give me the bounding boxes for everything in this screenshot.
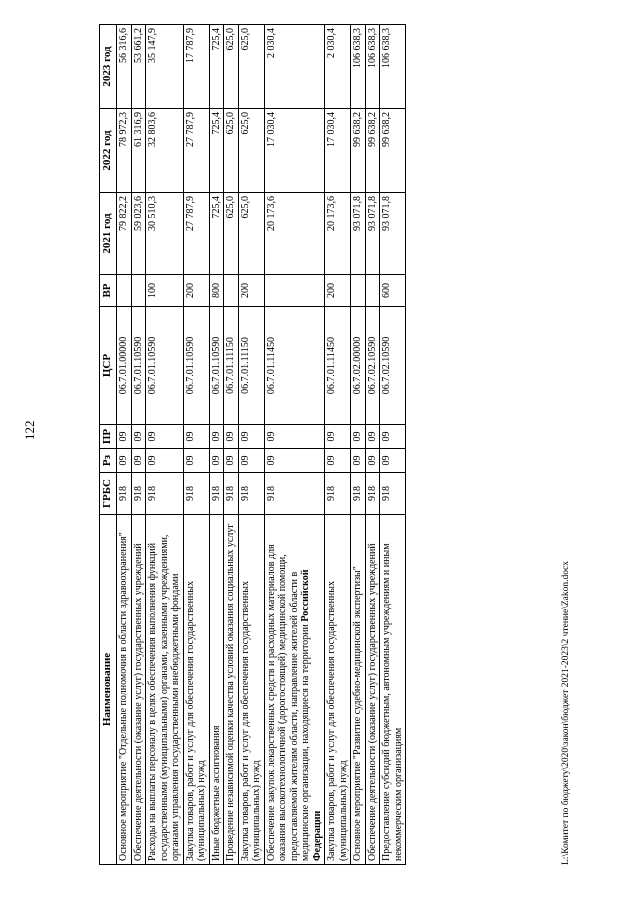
cell-vr — [224, 275, 239, 307]
cell-grbs: 918 — [146, 473, 184, 515]
cell-vr — [351, 275, 366, 307]
cell-2023: 2 030,4 — [325, 25, 351, 109]
cell-pr: 09 — [365, 425, 380, 449]
cell-pr: 09 — [224, 425, 239, 449]
cell-grbs: 918 — [365, 473, 380, 515]
cell-rz: 09 — [224, 449, 239, 473]
cell-2022: 61 316,9 — [131, 109, 146, 193]
cell-rz: 09 — [131, 449, 146, 473]
cell-csr: 06.7.01.10590 — [131, 307, 146, 425]
cell-pr: 09 — [325, 425, 351, 449]
cell-name: Закупка товаров, работ и услуг для обеспечения государственных (муниципальных) нужд — [325, 515, 351, 865]
cell-2023: 56 316,6 — [117, 25, 132, 109]
cell-vr: 200 — [183, 275, 209, 307]
header-2023: 2023 год — [100, 25, 117, 109]
table-row — [117, 25, 132, 865]
cell-rz: 09 — [380, 449, 406, 473]
page-number: 122 — [22, 420, 37, 440]
cell-vr: 600 — [380, 275, 406, 307]
cell-2023: 53 661,2 — [131, 25, 146, 109]
cell-name: Иные бюджетные ассигнования — [209, 515, 224, 865]
cell-name: Проведение независимой оценки качества условий оказания социальных услуг — [224, 515, 239, 865]
cell-name: Обеспечение деятельности (оказание услуг) государственных учреждений — [131, 515, 146, 865]
cell-name: Обеспечение деятельности (оказание услуг) государственных учреждений — [365, 515, 380, 865]
cell-csr: 06.7.01.11150 — [238, 307, 264, 425]
cell-vr — [131, 275, 146, 307]
cell-csr: 06.7.02.00000 — [351, 307, 366, 425]
cell-rz: 09 — [365, 449, 380, 473]
cell-name: Обеспечение закупок лекарственных средств и расходных материалов для оказания высокотехнологичной (дорогостоящей) медицинской помощи, предоставляемой жителям области, направление жителей области в медицинские организации, находящиеся на территории Российской Федерации — [264, 515, 325, 865]
cell-grbs: 918 — [380, 473, 406, 515]
cell-csr: 06.7.01.10590 — [146, 307, 184, 425]
cell-2023: 106 638,3 — [351, 25, 366, 109]
table-body — [117, 25, 406, 865]
cell-grbs: 918 — [238, 473, 264, 515]
cell-2021: 59 023,6 — [131, 193, 146, 275]
cell-2022: 27 787,9 — [183, 109, 209, 193]
cell-csr: 06.7.01.11450 — [325, 307, 351, 425]
table-row — [224, 25, 239, 865]
file-path-footer: L:\Комитет по бюджету\2020\закон\бюджет 2021-2023\2 чтение\Zakon.docx — [561, 561, 571, 865]
cell-2022: 99 638,2 — [351, 109, 366, 193]
table-row — [183, 25, 209, 865]
cell-pr: 09 — [264, 425, 325, 449]
table-row — [264, 25, 325, 865]
header-grbs: ГРБС — [100, 473, 117, 515]
cell-grbs: 918 — [209, 473, 224, 515]
cell-name: Основное мероприятие "Развитие судебно-медицинской экспертизы" — [351, 515, 366, 865]
cell-vr: 800 — [209, 275, 224, 307]
cell-2022: 99 638,2 — [380, 109, 406, 193]
cell-2021: 20 173,6 — [325, 193, 351, 275]
header-2022: 2022 год — [100, 109, 117, 193]
cell-pr: 09 — [146, 425, 184, 449]
cell-vr — [264, 275, 325, 307]
cell-2021: 625,0 — [238, 193, 264, 275]
cell-rz: 09 — [238, 449, 264, 473]
cell-csr: 06.7.01.11450 — [264, 307, 325, 425]
cell-2022: 32 803,6 — [146, 109, 184, 193]
cell-csr: 06.7.01.11150 — [224, 307, 239, 425]
cell-2023: 106 638,3 — [380, 25, 406, 109]
cell-grbs: 918 — [183, 473, 209, 515]
header-name: Наименование — [100, 515, 117, 865]
cell-name: Закупка товаров, работ и услуг для обеспечения государственных (муниципальных) нужд — [238, 515, 264, 865]
cell-vr: 200 — [325, 275, 351, 307]
cell-rz: 09 — [117, 449, 132, 473]
table-row — [131, 25, 146, 865]
cell-pr: 09 — [183, 425, 209, 449]
header-vr: ВР — [100, 275, 117, 307]
cell-2021: 79 822,2 — [117, 193, 132, 275]
cell-vr: 100 — [146, 275, 184, 307]
cell-2023: 625,0 — [238, 25, 264, 109]
cell-rz: 09 — [209, 449, 224, 473]
cell-vr — [365, 275, 380, 307]
table-row — [209, 25, 224, 865]
cell-csr: 06.7.01.10590 — [209, 307, 224, 425]
cell-2021: 93 071,8 — [380, 193, 406, 275]
cell-2022: 625,0 — [238, 109, 264, 193]
table-row — [325, 25, 351, 865]
table-row — [238, 25, 264, 865]
cell-grbs: 918 — [131, 473, 146, 515]
cell-pr: 09 — [209, 425, 224, 449]
table-header-row — [100, 25, 117, 865]
cell-2021: 30 510,3 — [146, 193, 184, 275]
rotated-sheet — [99, 25, 571, 865]
cell-pr: 09 — [380, 425, 406, 449]
cell-2021: 20 173,6 — [264, 193, 325, 275]
cell-pr: 09 — [351, 425, 366, 449]
cell-2023: 625,0 — [224, 25, 239, 109]
cell-rz: 09 — [325, 449, 351, 473]
cell-name: Закупка товаров, работ и услуг для обеспечения государственных (муниципальных) нужд — [183, 515, 209, 865]
cell-rz: 09 — [183, 449, 209, 473]
cell-2022: 17 030,4 — [264, 109, 325, 193]
emphasis-text: Российской Федерации — [300, 569, 323, 861]
cell-vr: 200 — [238, 275, 264, 307]
header-csr: ЦСР — [100, 307, 117, 425]
cell-pr: 09 — [117, 425, 132, 449]
cell-name: Основное мероприятие "Отдельные полномочия в области здравоохранения" — [117, 515, 132, 865]
table-row — [380, 25, 406, 865]
cell-2023: 106 638,3 — [365, 25, 380, 109]
cell-2021: 27 787,9 — [183, 193, 209, 275]
header-pr: ПР — [100, 425, 117, 449]
cell-2021: 625,0 — [224, 193, 239, 275]
cell-2021: 93 071,8 — [365, 193, 380, 275]
cell-grbs: 918 — [117, 473, 132, 515]
cell-2022: 625,0 — [224, 109, 239, 193]
cell-2023: 17 787,9 — [183, 25, 209, 109]
cell-2023: 2 030,4 — [264, 25, 325, 109]
cell-vr — [117, 275, 132, 307]
table-row — [365, 25, 380, 865]
header-rz: Рз — [100, 449, 117, 473]
cell-2022: 78 972,3 — [117, 109, 132, 193]
cell-grbs: 918 — [264, 473, 325, 515]
cell-rz: 09 — [351, 449, 366, 473]
cell-name: Расходы на выплаты персоналу в целях обеспечения выполнения функций государственными (муниципальными) органами, казенными учреждениями, органами управления государственными внебюджетными фондами — [146, 515, 184, 865]
cell-2021: 725,4 — [209, 193, 224, 275]
table-row — [146, 25, 184, 865]
cell-grbs: 918 — [325, 473, 351, 515]
cell-name: Предоставление субсидий бюджетным, автономным учреждениям и иным некоммерческим организациям — [380, 515, 406, 865]
cell-csr: 06.7.02.10590 — [380, 307, 406, 425]
cell-csr: 06.7.01.10590 — [183, 307, 209, 425]
cell-grbs: 918 — [224, 473, 239, 515]
header-2021: 2021 год — [100, 193, 117, 275]
cell-2023: 35 147,9 — [146, 25, 184, 109]
cell-grbs: 918 — [351, 473, 366, 515]
cell-2022: 99 638,2 — [365, 109, 380, 193]
budget-table — [99, 24, 406, 865]
table-row — [351, 25, 366, 865]
cell-pr: 09 — [131, 425, 146, 449]
cell-rz: 09 — [146, 449, 184, 473]
cell-csr: 06.7.01.00000 — [117, 307, 132, 425]
cell-2022: 725,4 — [209, 109, 224, 193]
cell-pr: 09 — [238, 425, 264, 449]
cell-2022: 17 030,4 — [325, 109, 351, 193]
cell-rz: 09 — [264, 449, 325, 473]
cell-2021: 93 071,8 — [351, 193, 366, 275]
cell-csr: 06.7.02.10590 — [365, 307, 380, 425]
cell-2023: 725,4 — [209, 25, 224, 109]
